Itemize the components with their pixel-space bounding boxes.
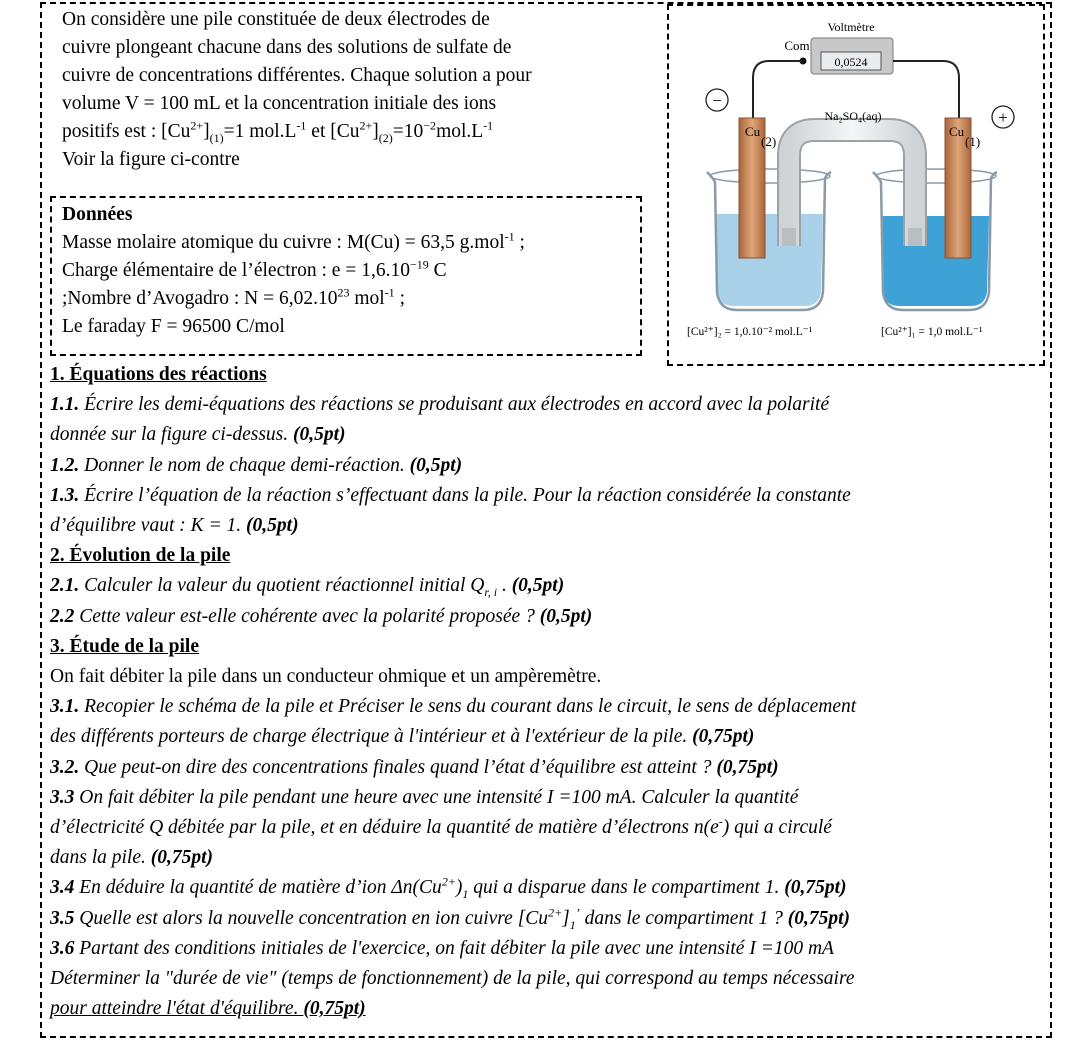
data-line-avogadro: ;Nombre d’Avogadro : $N = 6,02.10^{23}$ mol$^{-1}$ ; <box>62 285 405 309</box>
question-3-1: 3.1. Recopier le schéma de la pile et Préciser le sens du courant dans le circuit, le sens de déplacement <box>50 696 857 718</box>
com-label: Com <box>784 38 810 53</box>
left-electrode-label: Cu <box>745 124 761 139</box>
intro-line: cuivre plongeant chacune dans des solutions de sulfate de <box>62 37 512 58</box>
intro-line: Voir la figure ci-contre <box>62 149 240 170</box>
question-1-2: 1.2. Donner le nom de chaque demi-réaction. (0,5pt) <box>50 454 463 476</box>
data-line-charge: Charge élémentaire de l’électron : $e = 1,6.10^{-19}$ C <box>62 257 447 281</box>
intro-line-concentrations: positifs est : $[Cu^{2+}]_{(1)}=1$ $mol.L^{-1}$ et $[Cu^{2+}]_{(2)}=10^{-2}mol.L^{-1}$ <box>62 118 494 145</box>
question-1-1: 1.1. Écrire les demi-équations des réactions se produisant aux électrodes en accord avec la polarité <box>50 394 830 416</box>
right-concentration-label: [Cu²⁺]₁ = 1,0 mol.L⁻¹ <box>881 326 983 338</box>
section-title: 1. Équations des réactions <box>50 364 267 385</box>
question-3-3: 3.3 On fait débiter la pile pendant une heure avec une intensité I =100 mA. Calculer la quantité <box>50 786 799 808</box>
wire-left <box>753 61 803 118</box>
bridge-label: Na₂SO₄(aq) <box>824 109 882 123</box>
question-3-6: 3.6 Partant des conditions initiales de l'exercice, on fait débiter la pile avec une intensité I =100 mA <box>50 937 834 959</box>
intro-line: On considère une pile constituée de deux électrodes de <box>62 9 490 30</box>
data-title: Données <box>62 204 133 225</box>
right-solution <box>881 216 989 306</box>
voltmeter-label: Voltmètre <box>827 20 875 34</box>
left-concentration-label: [Cu²⁺]₂ = 1,0.10⁻² mol.L⁻¹ <box>687 326 813 338</box>
intro-line: volume V = 100 mL et la concentration initiale des ions <box>62 93 497 114</box>
left-solution <box>715 214 823 306</box>
data-box <box>50 196 642 356</box>
question-2-2: 2.2 Cette valeur est-elle cohérente avec la polarité proposée ? (0,5pt) <box>50 605 593 627</box>
data-line-faraday: Le faraday F = 96500 C/mol <box>62 316 285 337</box>
voltmeter-value: 0,0524 <box>834 55 868 69</box>
wire-right <box>893 61 959 118</box>
left-electrode-index: (2) <box>761 134 777 149</box>
svg-text:−: − <box>712 91 722 110</box>
question-3-4: 3.4 En déduire la quantité de matière d’ion $\Delta n(Cu^{2+})_1$ qui a disparue dans le compartiment 1. (0,75pt) <box>50 874 847 902</box>
section-title: 3. Étude de la pile <box>50 635 199 657</box>
intro-line: cuivre de concentrations différentes. Chaque solution a pour <box>62 65 532 86</box>
questions: 1. Équations des réactions 1.1. Écrire les demi-équations des réactions se produisant aux électrodes en accord avec la polarité donnée sur la figure ci-dessus. (0,5pt) 1.2. Donner le nom de chaque demi-réaction. (0,5pt) 1.3. Écrire l’équation de la réaction s’effectuant dans la pile. Pour la réaction considérée la constante d’équilibre vaut : K = 1. (0,5pt) 2. Évolution de la pile 2.1. Calculer la valeur du quotient réactionnel initial $Q_{r, i}$ . (0,5pt) 2.2 Cette valeur est-elle cohérente avec la polarité proposée ? (0,5pt) 3. Étude de la pile On fait débiter la pile dans un conducteur ohmique et un ampèremètre. 3.1. Recopier le schéma de la pile et Préciser le sens du courant dans le circuit, le sens de déplacement des différents porteurs de charge électrique à l'intérieur et à l'extérieur de la pile. (0,75pt) 3.2. Que peut-on dire des concentrations finales quand l’état d’équilibre est atteint ? (0,75pt) 3.3 On fait débiter la pile pendant une heure avec une intensité I =100 mA. Calculer la quantité d’électricité Q débitée par la pile, et en déduire la quantité de matière d’électrons n(e-) qui a circulé dans la pile. (0,75pt) 3.4 En déduire la quantité de matière d’ion $\Delta n(Cu^{2+})_1$ qui a disparue dans le compartiment 1. (0,75pt) 3.5 Quelle est alors la nouvelle concentration en ion cuivre $[Cu^{2+}]_1^’$ dans le compartiment 1 ? (0,75pt) 3.6 Partant des conditions initiales de l'exercice, on fait débiter la pile avec une intensité I =100 mA Déterminer la "durée de vie" (temps de fonctionnement) de la pile, qui correspond au temps nécessaire pour atteindre l'état d'équilibre. (0,75pt) <box>50 360 1035 1024</box>
data-line-molar-mass: Masse molaire atomique du cuivre : M(Cu) = 63,5 g.mol$^{-1}$ ; <box>62 229 525 253</box>
section-title: 2. Évolution de la pile <box>50 545 231 567</box>
cell-diagram <box>669 6 1043 364</box>
svg-text:+: + <box>998 108 1008 127</box>
cell-figure <box>667 4 1045 366</box>
question-2-1: 2.1. Calculer la valeur du quotient réactionnel initial $Q_{r, i}$ . (0,5pt) <box>50 575 565 600</box>
right-electrode-index: (1) <box>965 134 981 149</box>
intro-paragraph <box>62 6 662 174</box>
section-3-intro: On fait débiter la pile dans un conducteur ohmique et un ampèremètre. <box>50 666 602 688</box>
question-3-5: 3.5 Quelle est alors la nouvelle concentration en ion cuivre $[Cu^{2+}]_1^’$ dans le compartiment 1 ? (0,75pt) <box>50 905 851 932</box>
question-3-2: 3.2. Que peut-on dire des concentrations finales quand l’état d’équilibre est atteint ? (0,75pt) <box>50 756 779 778</box>
question-1-3: 1.3. Écrire l’équation de la réaction s’effectuant dans la pile. Pour la réaction considérée la constante <box>50 484 851 506</box>
right-electrode-label: Cu <box>949 124 965 139</box>
